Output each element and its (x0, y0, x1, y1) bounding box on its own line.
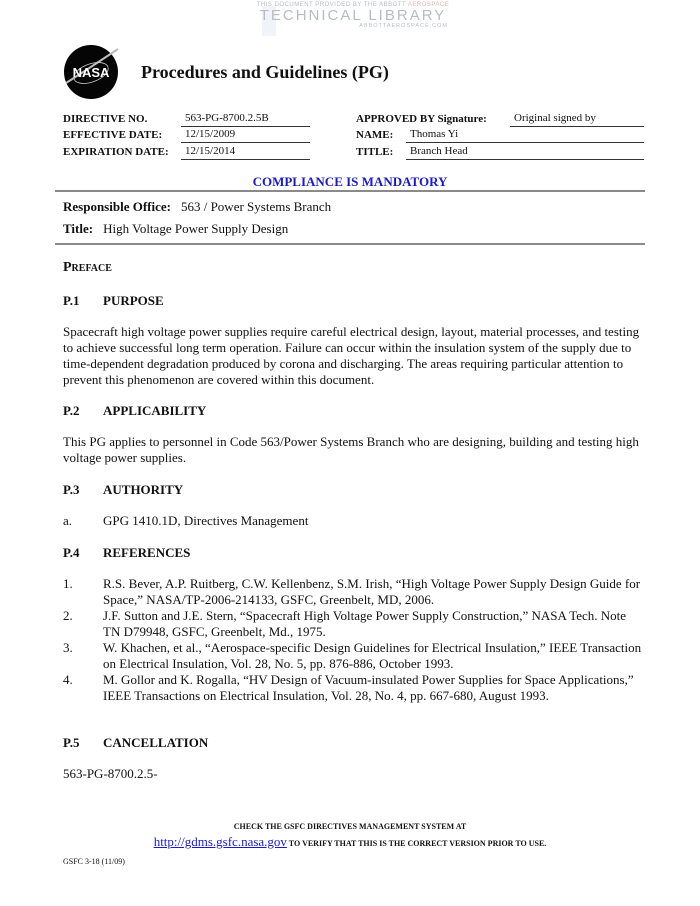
item-marker: a. (63, 513, 73, 528)
label: EXPIRATION DATE: (63, 146, 169, 158)
reference-item (63, 608, 643, 640)
item-marker: 4. (63, 672, 73, 687)
title-field-label (356, 146, 393, 158)
label: TITLE: (356, 146, 394, 158)
item-marker: 1. (63, 576, 73, 591)
approved-by-label (356, 113, 487, 125)
watermark (238, 2, 468, 29)
section-heading-references (63, 545, 190, 561)
section-number: P.1 (63, 293, 80, 308)
section-heading-cancellation (63, 735, 208, 751)
section-number: P.3 (63, 482, 80, 497)
label: EFFECTIVE DATE: (63, 129, 163, 141)
section-title: AUTHORITY (103, 482, 184, 497)
section-title: PURPOSE (103, 293, 164, 308)
compliance-banner: COMPLIANCE IS MANDATORY (252, 174, 448, 189)
reference-item (63, 576, 643, 608)
procedure-title (63, 221, 288, 237)
section-title: APPLICABILITY (103, 403, 207, 418)
name-label (356, 129, 393, 141)
title-field-value: Branch Head (406, 145, 644, 160)
document-type-title: Procedures and Guidelines (PG) (141, 62, 389, 82)
divider (55, 243, 645, 245)
section-title: REFERENCES (103, 545, 191, 560)
section-number: P.5 (63, 735, 80, 750)
watermark-url: ABBOTTAEROSPACE.COM (359, 23, 448, 29)
section-heading-authority (63, 482, 183, 498)
watermark-prefix: THIS DOCUMENT PROVIDED BY THE (256, 2, 380, 8)
nasa-logo-icon (62, 43, 120, 101)
watermark-accent: AEROSPACE (407, 2, 450, 8)
label: APPROVED BY Signature: (356, 113, 487, 125)
section-number: P.2 (63, 403, 80, 418)
watermark-brand: ABBOTT (379, 2, 408, 8)
section-title: CANCELLATION (103, 735, 209, 750)
item-text: R.S. Bever, A.P. Ruitberg, C.W. Kellenbenz, S.M. Irish, “High Voltage Power Supply Design Guide for Space,” NASA/TP-2006-214133, GSFC, Greenbelt, MD, 2006. (103, 576, 641, 607)
watermark-title: TECHNICAL LIBRARY (259, 7, 447, 24)
approved-by-value: Original signed by (510, 112, 644, 127)
responsible-office-value: 563 / Power Systems Branch (180, 199, 332, 214)
effective-date-label (63, 129, 162, 141)
purpose-text: Spacecraft high voltage power supplies require careful electrical design, layout, material processes, and testing to achieve successful long term operation. Failure can occur within the insulation system of the supply due to time-dependent degradation produced by corona and discharging. The areas requiring particular attention to prevent this phenomenon are covered within this document. (63, 324, 640, 387)
label: NAME: (356, 129, 394, 141)
item-text: W. Khachen, et al., “Aerospace-specific Design Guidelines for Electrical Insulation,” IEEE Transaction on Electrical Insulation, Vol. 28, No. 5, pp. 876-886, October 1993. (103, 640, 642, 671)
preface-heading: Preface (63, 260, 112, 275)
label: DIRECTIVE NO. (63, 113, 148, 125)
section-number: P.4 (63, 545, 80, 560)
reference-item (63, 672, 643, 704)
item-text: M. Gollor and K. Rogalla, “HV Design of Vacuum-insulated Power Supplies for Space Applications,” IEEE Transactions on Electrical Insulation, Vol. 28, No. 4, pp. 667-680, August 1993. (103, 672, 634, 703)
expiration-date-label (63, 146, 169, 158)
applicability-text: This PG applies to personnel in Code 563/Power Systems Branch who are designing, building and testing high voltage power supplies. (63, 434, 639, 465)
footer-verify (0, 834, 700, 850)
divider (55, 190, 645, 192)
effective-date-value: 12/15/2009 (181, 128, 310, 143)
item-marker: 2. (63, 608, 73, 623)
responsible-office (63, 199, 331, 215)
cancellation-text: 563-PG-8700.2.5- (63, 766, 158, 781)
authority-item (63, 513, 643, 529)
name-value: Thomas Yi (406, 128, 644, 143)
footer-notice: CHECK THE GSFC DIRECTIVES MANAGEMENT SYSTEM AT (233, 822, 467, 831)
logo-text: NASA (72, 65, 110, 80)
procedure-title-label: Title: (63, 221, 94, 236)
form-id: GSFC 3-18 (11/09) (63, 857, 125, 866)
item-marker: 3. (63, 640, 73, 655)
item-text: J.F. Sutton and J.E. Stern, “Spacecraft High Voltage Power Supply Construction,” NASA Tech. Note TN D79948, GSFC, Greenbelt, Md., 1975. (103, 608, 627, 639)
item-text: GPG 1410.1D, Directives Management (103, 513, 309, 528)
section-heading-applicability (63, 403, 206, 419)
gdms-link[interactable]: http://gdms.gsfc.nasa.gov (153, 834, 287, 849)
expiration-date-value: 12/15/2014 (181, 145, 310, 160)
reference-item (63, 640, 643, 672)
procedure-title-value: High Voltage Power Supply Design (103, 221, 289, 236)
section-heading-purpose (63, 293, 164, 309)
footer-verify-text: TO VERIFY THAT THIS IS THE CORRECT VERSION PRIOR TO USE. (286, 839, 547, 848)
responsible-office-label: Responsible Office: (63, 199, 171, 214)
directive-no-label (63, 113, 147, 125)
directive-no-value: 563-PG-8700.2.5B (181, 112, 310, 127)
